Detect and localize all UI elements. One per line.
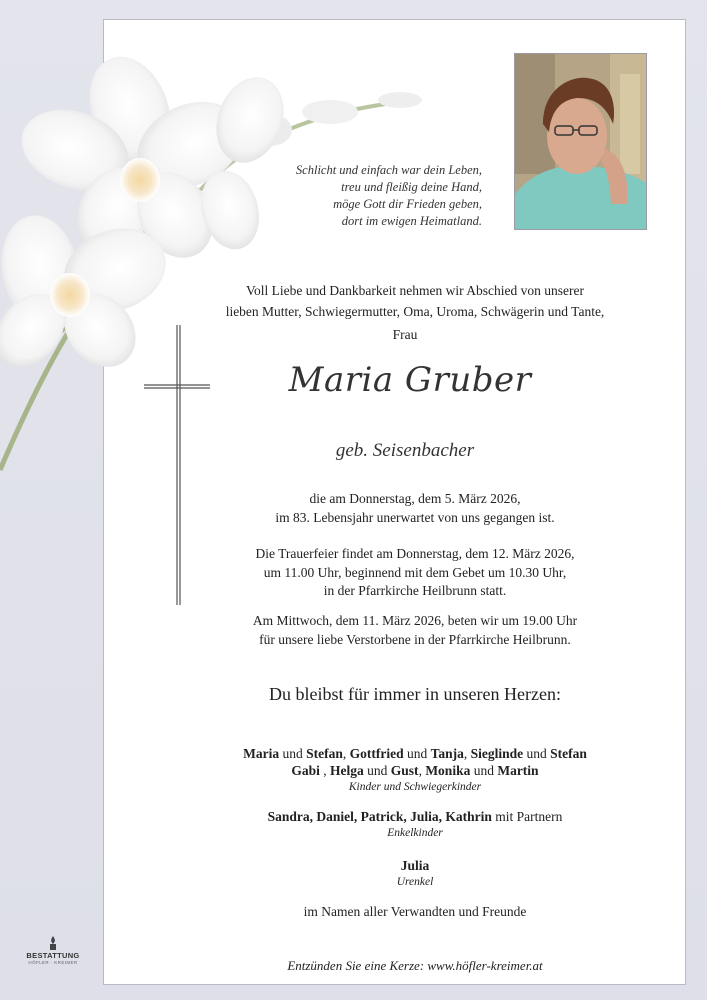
motto: Du bleibst für immer in unseren Herzen: <box>269 684 561 704</box>
great-grandchildren-line: Julia <box>400 858 430 873</box>
death-line: im 83. Lebensjahr unerwartet von uns gegangen ist. <box>275 509 555 525</box>
logo-subtext: HÖFLER · KREIMER <box>28 960 78 965</box>
deceased-name: Maria Gruber <box>288 360 532 400</box>
prayer-notice <box>190 612 640 649</box>
logo-text: BESTATTUNG <box>26 951 80 960</box>
poem-line: möge Gott dir Frieden geben, <box>333 197 482 211</box>
intro-line: Voll Liebe und Dankbarkeit nehmen wir Abschied von unserer <box>246 283 584 298</box>
candle-icon <box>46 935 60 951</box>
children-role: Kinder und Schwiegerkinder <box>348 781 482 793</box>
poem-line: dort im ewigen Heimatland. <box>341 214 482 228</box>
prayer-line: Am Mittwoch, dem 11. März 2026, beten wir um 19.00 Uhr <box>252 613 578 628</box>
salutation: Frau <box>392 327 418 342</box>
children-line-2: Gabi , Helga und Gust, Monika und Martin <box>291 763 539 778</box>
funeral-line: Die Trauerfeier findet am Donnerstag, dem 12. März 2026, <box>255 546 575 561</box>
portrait-photo <box>514 53 647 230</box>
children-line-1: Maria und Stefan, Gottfried und Tanja, Sieglinde und Stefan <box>243 746 587 761</box>
funeral-home-logo <box>22 935 84 975</box>
grandchildren-role: Enkelkinder <box>387 827 443 839</box>
funeral-notice <box>190 545 640 601</box>
poem <box>250 162 482 230</box>
poem-line: Schlicht und einfach war dein Leben, <box>295 163 482 177</box>
death-line: die am Donnerstag, dem 5. März 2026, <box>309 491 521 506</box>
intro-text <box>190 280 640 322</box>
prayer-line: für unsere liebe Verstorbene in der Pfarrkirche Heilbrunn. <box>259 631 571 647</box>
funeral-line: in der Pfarrkirche Heilbrunn statt. <box>323 583 507 598</box>
mourners-grandchildren <box>190 808 640 842</box>
poem-line: treu und fleißig deine Hand, <box>341 180 482 194</box>
grandchildren-line: Sandra, Daniel, Patrick, Julia, Kathrin mit Partnern <box>267 809 563 824</box>
closing-line: im Namen aller Verwandten und Freunde <box>303 904 527 919</box>
great-grandchildren-role: Urenkel <box>396 876 434 888</box>
mourners-great-grandchildren <box>190 857 640 891</box>
mourners-children <box>190 745 640 796</box>
funeral-line: um 11.00 Uhr, beginnend mit dem Gebet um 10.30 Uhr, <box>263 564 567 580</box>
death-notice <box>190 490 640 527</box>
candle-link[interactable]: Entzünden Sie eine Kerze: www.höfler-kreimer.at <box>287 958 543 973</box>
intro-line: lieben Mutter, Schwiegermutter, Oma, Uroma, Schwägerin und Tante, <box>225 304 605 319</box>
birth-name: geb. Seisenbacher <box>335 440 475 461</box>
